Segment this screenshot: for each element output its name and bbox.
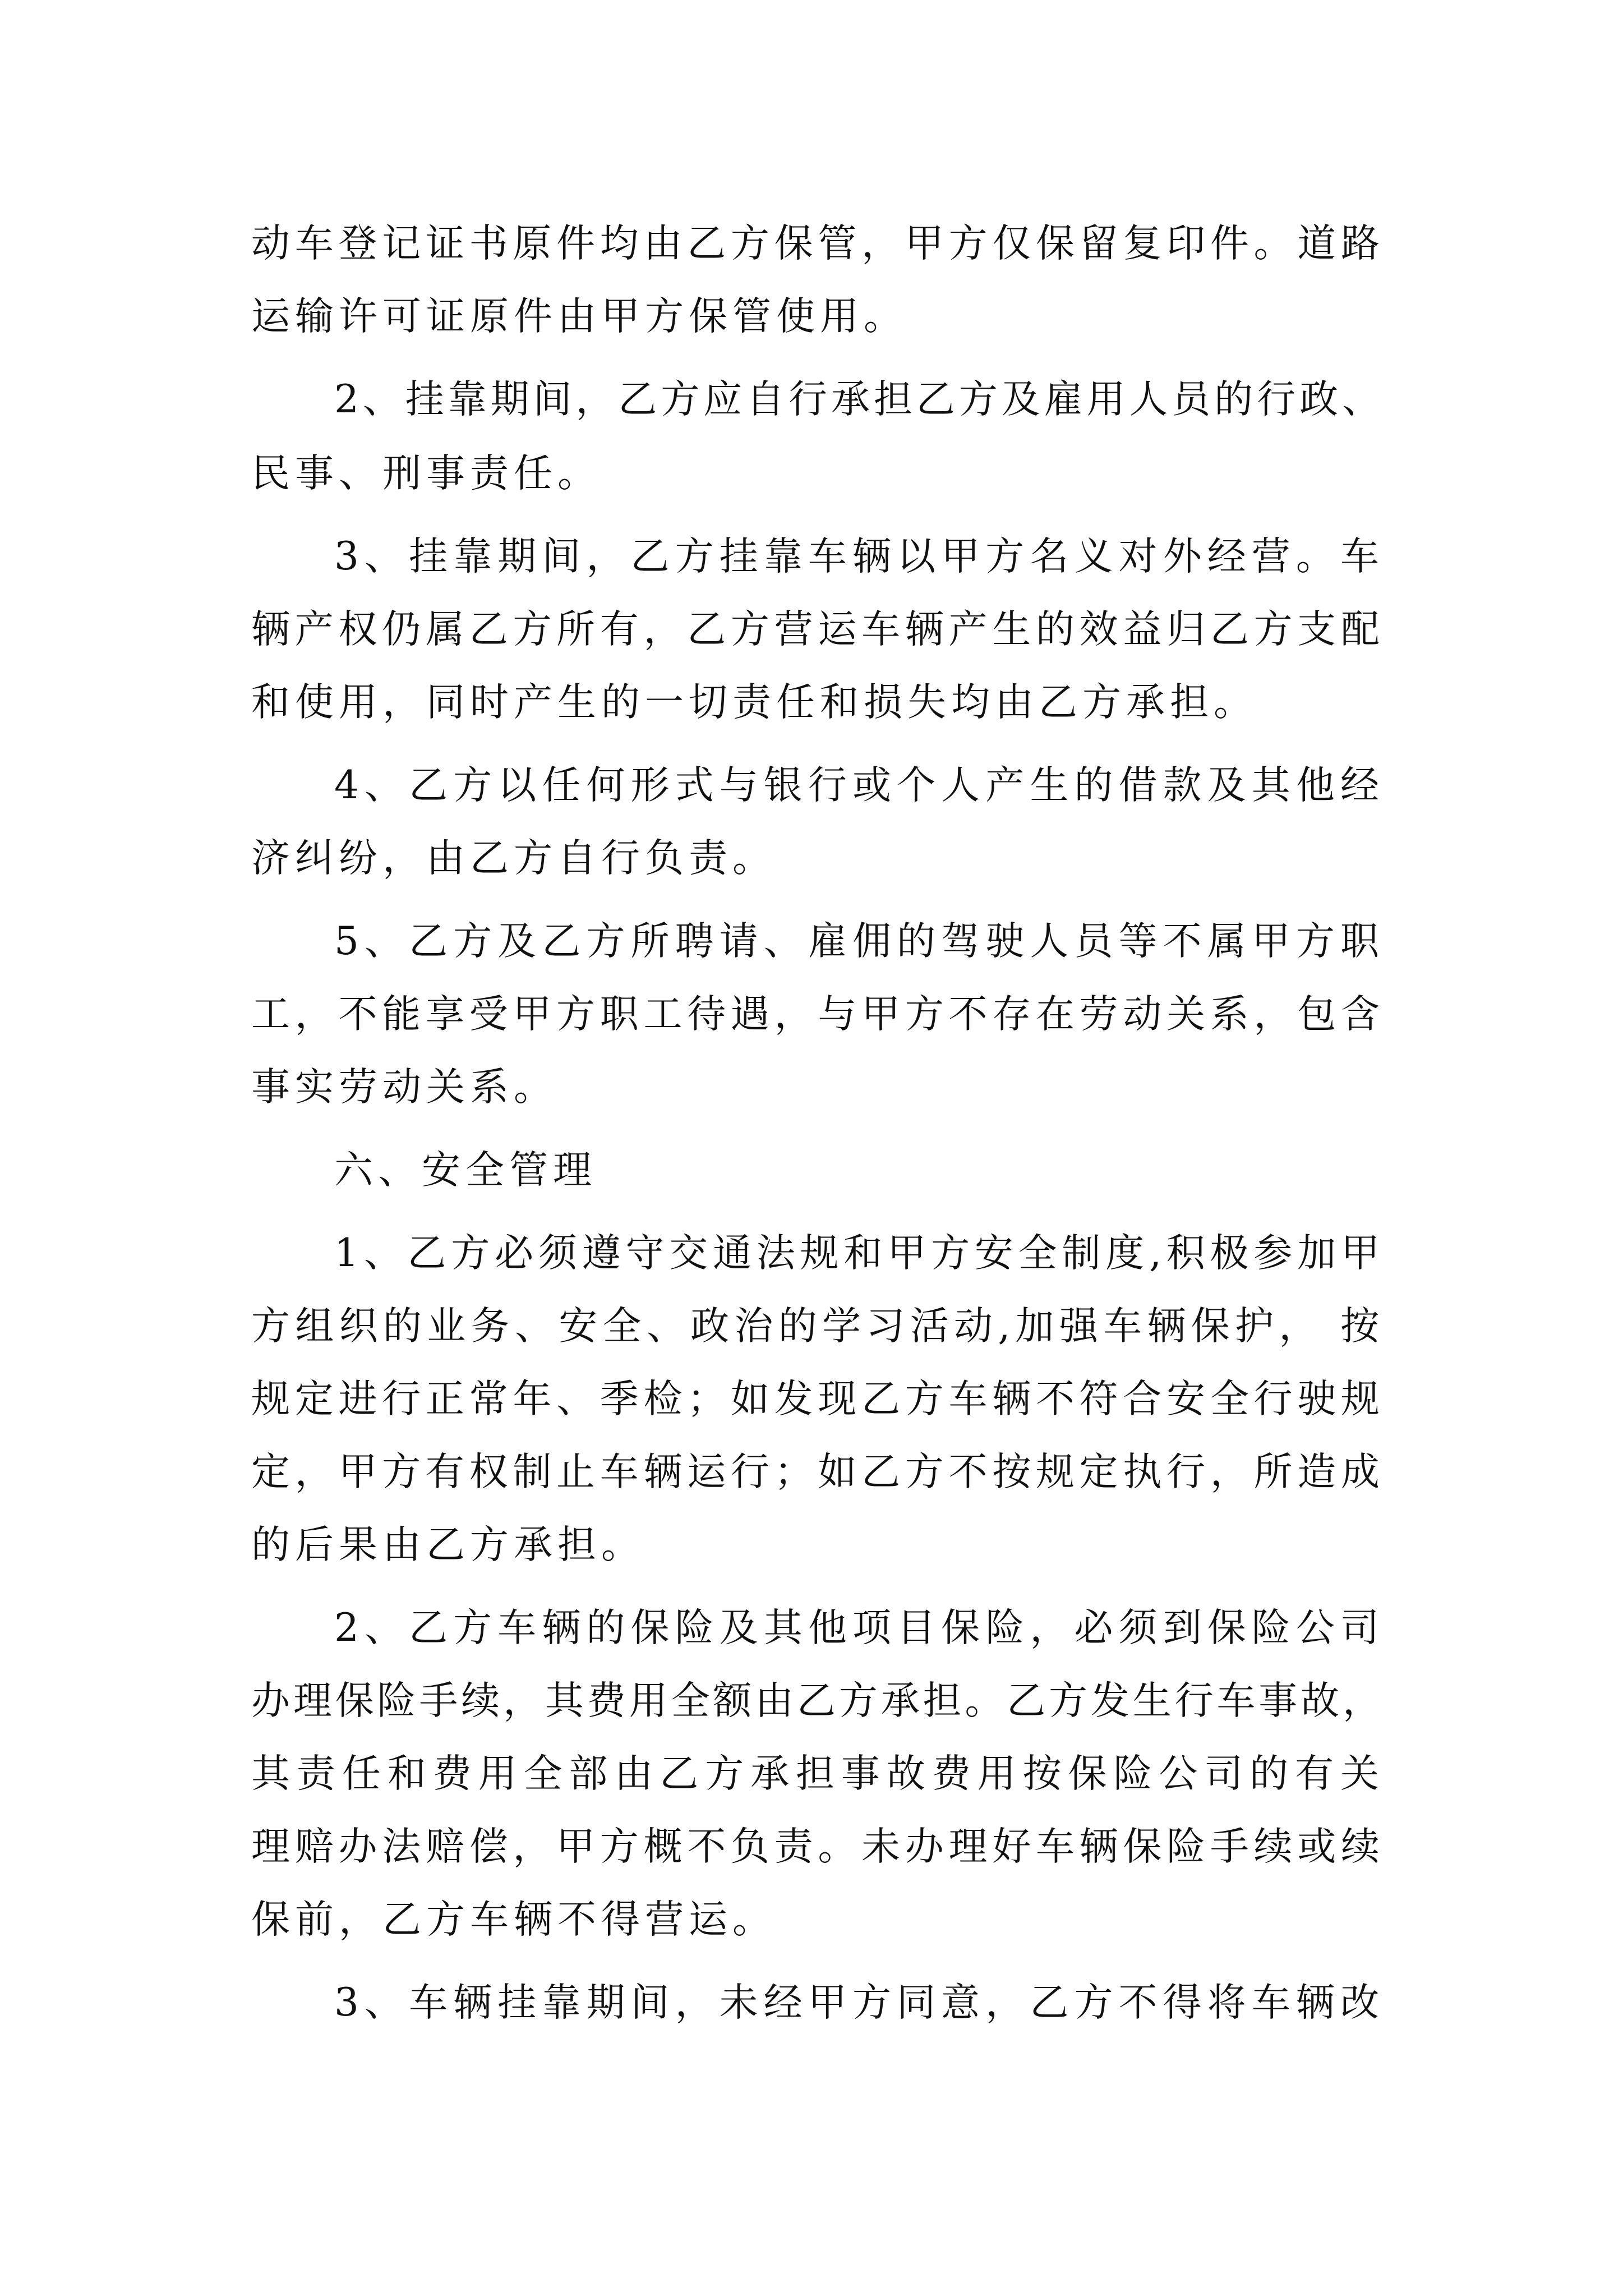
section-heading: 六、安全管理 — [334, 1148, 597, 1193]
text-line: 工，不能享受甲方职工待遇，与甲方不存在劳动关系，包含 — [251, 992, 1384, 1037]
text-line: 和使用，同时产生的一切责任和损失均由乙方承担。 — [251, 680, 1257, 725]
text-line: 民事、刑事责任。 — [251, 451, 601, 496]
text-line: 辆产权仍属乙方所有，乙方营运车辆产生的效益归乙方支配 — [251, 607, 1384, 652]
text-line: 办理保险手续，其费用全额由乙方承担。乙方发生行车事故， — [251, 1678, 1384, 1723]
text-line: 运输许可证原件由甲方保管使用。 — [251, 294, 907, 339]
text-line: 5、乙方及乙方所聘请、雇佣的驾驶人员等不属甲方职 — [334, 919, 1384, 964]
text-line: 1、乙方必须遵守交通法规和甲方安全制度,积极参加甲 — [334, 1231, 1384, 1276]
text-line: 理赔办法赔偿，甲方概不负责。未办理好车辆保险手续或续 — [251, 1824, 1384, 1869]
text-line: 规定进行正常年、季检；如发现乙方车辆不符合安全行驶规 — [251, 1377, 1384, 1421]
text-line: 其责任和费用全部由乙方承担事故费用按保险公司的有关 — [251, 1751, 1384, 1796]
text-line: 2、乙方车辆的保险及其他项目保险，必须到保险公司 — [334, 1605, 1384, 1650]
text-line: 事实劳动关系。 — [251, 1065, 557, 1110]
text-line: 济纠纷，由乙方自行负责。 — [251, 836, 776, 881]
text-line: 3、车辆挂靠期间，未经甲方同意，乙方不得将车辆改 — [334, 1980, 1384, 2025]
text-line: 的后果由乙方承担。 — [251, 1522, 645, 1567]
text-line: 2、挂靠期间，乙方应自行承担乙方及雇用人员的行政、 — [334, 377, 1384, 422]
text-line: 4、乙方以任何形式与银行或个人产生的借款及其他经 — [334, 763, 1384, 808]
text-line: 保前，乙方车辆不得营运。 — [251, 1897, 776, 1942]
text-line: 3、挂靠期间，乙方挂靠车辆以甲方名义对外经营。车 — [334, 534, 1384, 579]
text-line: 方组织的业务、安全、政治的学习活动,加强车辆保护， 按 — [251, 1304, 1384, 1349]
text-line: 定，甲方有权制止车辆运行；如乙方不按规定执行，所造成 — [251, 1450, 1384, 1494]
text-line: 动车登记证书原件均由乙方保管，甲方仅保留复印件。道路 — [251, 221, 1384, 266]
